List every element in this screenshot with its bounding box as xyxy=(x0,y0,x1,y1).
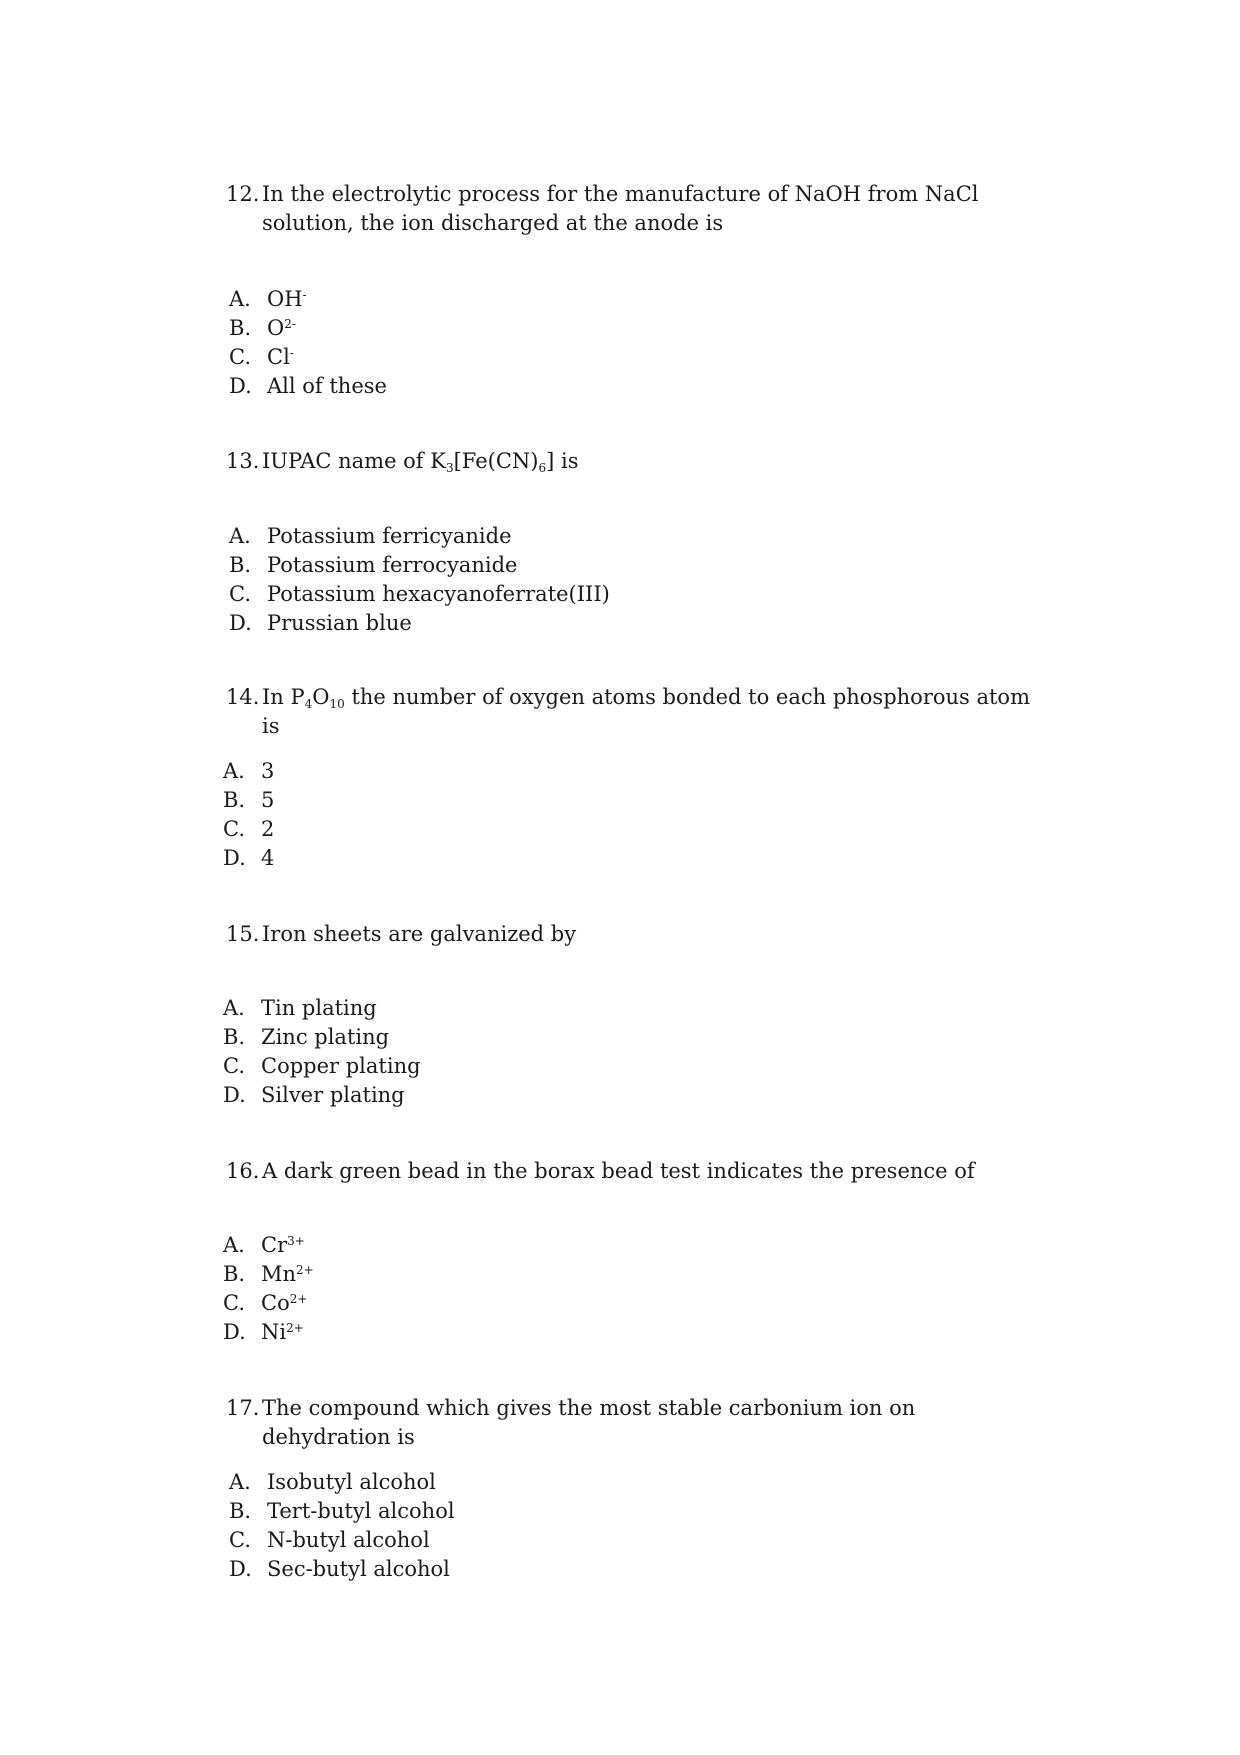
options-12 xyxy=(229,285,387,401)
option-letter: D. xyxy=(229,611,252,635)
option-d[interactable] xyxy=(229,1555,455,1584)
option-b[interactable] xyxy=(223,786,274,815)
option-b[interactable] xyxy=(229,1497,455,1526)
option-d[interactable] xyxy=(229,372,387,401)
option-text: OH- xyxy=(267,287,307,311)
option-b[interactable] xyxy=(229,314,387,343)
question-stem xyxy=(226,683,1046,741)
option-text: 4 xyxy=(261,846,275,870)
question-text: In $P_4O_{10}$ the number of oxygen atoms bonded to each phosphorous atom is xyxy=(262,685,1030,738)
question-number: 12. xyxy=(226,182,260,206)
option-text: 5 xyxy=(261,788,275,812)
option-letter: B. xyxy=(223,1262,246,1286)
option-letter: B. xyxy=(223,1025,246,1049)
option-letter: D. xyxy=(223,1320,246,1344)
option-letter: B. xyxy=(229,553,252,577)
option-text: $Cr^{3+}$ xyxy=(261,1233,305,1257)
option-letter: C. xyxy=(223,817,245,841)
option-a[interactable] xyxy=(223,1231,314,1260)
option-letter: D. xyxy=(229,374,252,398)
question-text: In the electrolytic process for the manufacture of NaOH from NaCl solution, the ion discharged at the anode is xyxy=(262,182,979,235)
question-12 xyxy=(226,180,1046,238)
option-text: Zinc plating xyxy=(261,1025,390,1049)
options-16 xyxy=(223,1231,314,1347)
option-letter: C. xyxy=(229,345,251,369)
option-letter: A. xyxy=(223,996,245,1020)
option-d[interactable] xyxy=(223,844,274,873)
option-text: Tert-butyl alcohol xyxy=(267,1499,455,1523)
option-text: $Ni^{2+}$ xyxy=(261,1320,304,1344)
options-13 xyxy=(229,522,610,638)
option-text: Cl- xyxy=(267,345,294,369)
options-14 xyxy=(223,757,274,873)
option-text: Silver plating xyxy=(261,1083,405,1107)
option-text: Potassium ferrocyanide xyxy=(267,553,518,577)
option-b[interactable] xyxy=(223,1023,421,1052)
option-letter: C. xyxy=(223,1291,245,1315)
option-b[interactable] xyxy=(223,1260,314,1289)
question-number: 14. xyxy=(226,685,260,709)
option-letter: A. xyxy=(223,1233,245,1257)
option-text: Copper plating xyxy=(261,1054,421,1078)
option-text: $O^{2-}$ xyxy=(267,316,296,340)
option-letter: B. xyxy=(229,1499,252,1523)
question-text: The compound which gives the most stable carbonium ion on dehydration is xyxy=(262,1396,916,1449)
charge-superscript: 2+ xyxy=(286,1321,304,1335)
option-letter: C. xyxy=(229,582,251,606)
option-letter: D. xyxy=(223,1083,246,1107)
question-16 xyxy=(226,1157,1046,1186)
option-c[interactable] xyxy=(229,343,387,372)
option-a[interactable] xyxy=(223,757,274,786)
option-b[interactable] xyxy=(229,551,610,580)
option-text: N-butyl alcohol xyxy=(267,1528,430,1552)
option-text: Sec-butyl alcohol xyxy=(267,1557,450,1581)
question-stem xyxy=(226,1157,1046,1186)
option-a[interactable] xyxy=(229,522,610,551)
question-text: Iron sheets are galvanized by xyxy=(262,922,577,946)
question-number: 13. xyxy=(226,449,260,473)
question-13 xyxy=(226,447,1046,476)
question-number: 17. xyxy=(226,1396,260,1420)
question-stem xyxy=(226,1394,1046,1452)
option-d[interactable] xyxy=(223,1081,421,1110)
option-text: Tin plating xyxy=(261,996,377,1020)
question-number: 16. xyxy=(226,1159,260,1183)
option-a[interactable] xyxy=(223,994,421,1023)
option-c[interactable] xyxy=(223,815,274,844)
option-text: $Co^{2+}$ xyxy=(261,1291,308,1315)
option-letter: A. xyxy=(229,1470,251,1494)
question-stem xyxy=(226,447,1046,476)
charge-superscript: - xyxy=(302,288,307,302)
option-a[interactable] xyxy=(229,1468,455,1497)
option-text: Potassium ferricyanide xyxy=(267,524,512,548)
option-text: All of these xyxy=(267,374,387,398)
option-letter: C. xyxy=(223,1054,245,1078)
option-text: Isobutyl alcohol xyxy=(267,1470,436,1494)
question-text: A dark green bead in the borax bead test indicates the presence of xyxy=(262,1159,975,1183)
option-letter: D. xyxy=(223,846,246,870)
option-letter: C. xyxy=(229,1528,251,1552)
option-letter: D. xyxy=(229,1557,252,1581)
option-a[interactable] xyxy=(229,285,387,314)
option-d[interactable] xyxy=(223,1318,314,1347)
charge-superscript: 2+ xyxy=(296,1263,314,1277)
option-text: 2 xyxy=(261,817,275,841)
option-letter: B. xyxy=(223,788,246,812)
option-text: Potassium hexacyanoferrate(III) xyxy=(267,582,610,606)
option-letter: A. xyxy=(229,524,251,548)
question-text: IUPAC name of $K_3[Fe(CN)_6]$ is xyxy=(262,449,579,475)
question-17 xyxy=(226,1394,1046,1452)
option-c[interactable] xyxy=(229,1526,455,1555)
question-number: 15. xyxy=(226,922,260,946)
option-text: $Mn^{2+}$ xyxy=(261,1262,314,1286)
question-14 xyxy=(226,683,1046,741)
question-stem xyxy=(226,180,1046,238)
question-stem xyxy=(226,920,1046,949)
charge-superscript: 3+ xyxy=(287,1234,305,1248)
option-letter: A. xyxy=(223,759,245,783)
option-text: Prussian blue xyxy=(267,611,412,635)
question-15 xyxy=(226,920,1046,949)
option-text: 3 xyxy=(261,759,275,783)
charge-superscript: 2- xyxy=(284,317,296,331)
option-letter: B. xyxy=(229,316,252,340)
option-c[interactable] xyxy=(223,1052,421,1081)
charge-superscript: 2+ xyxy=(289,1292,308,1306)
option-letter: A. xyxy=(229,287,251,311)
options-15 xyxy=(223,994,421,1110)
option-d[interactable] xyxy=(229,609,610,638)
charge-superscript: - xyxy=(289,346,294,360)
option-c[interactable] xyxy=(229,580,610,609)
option-c[interactable] xyxy=(223,1289,314,1318)
options-17 xyxy=(229,1468,455,1584)
